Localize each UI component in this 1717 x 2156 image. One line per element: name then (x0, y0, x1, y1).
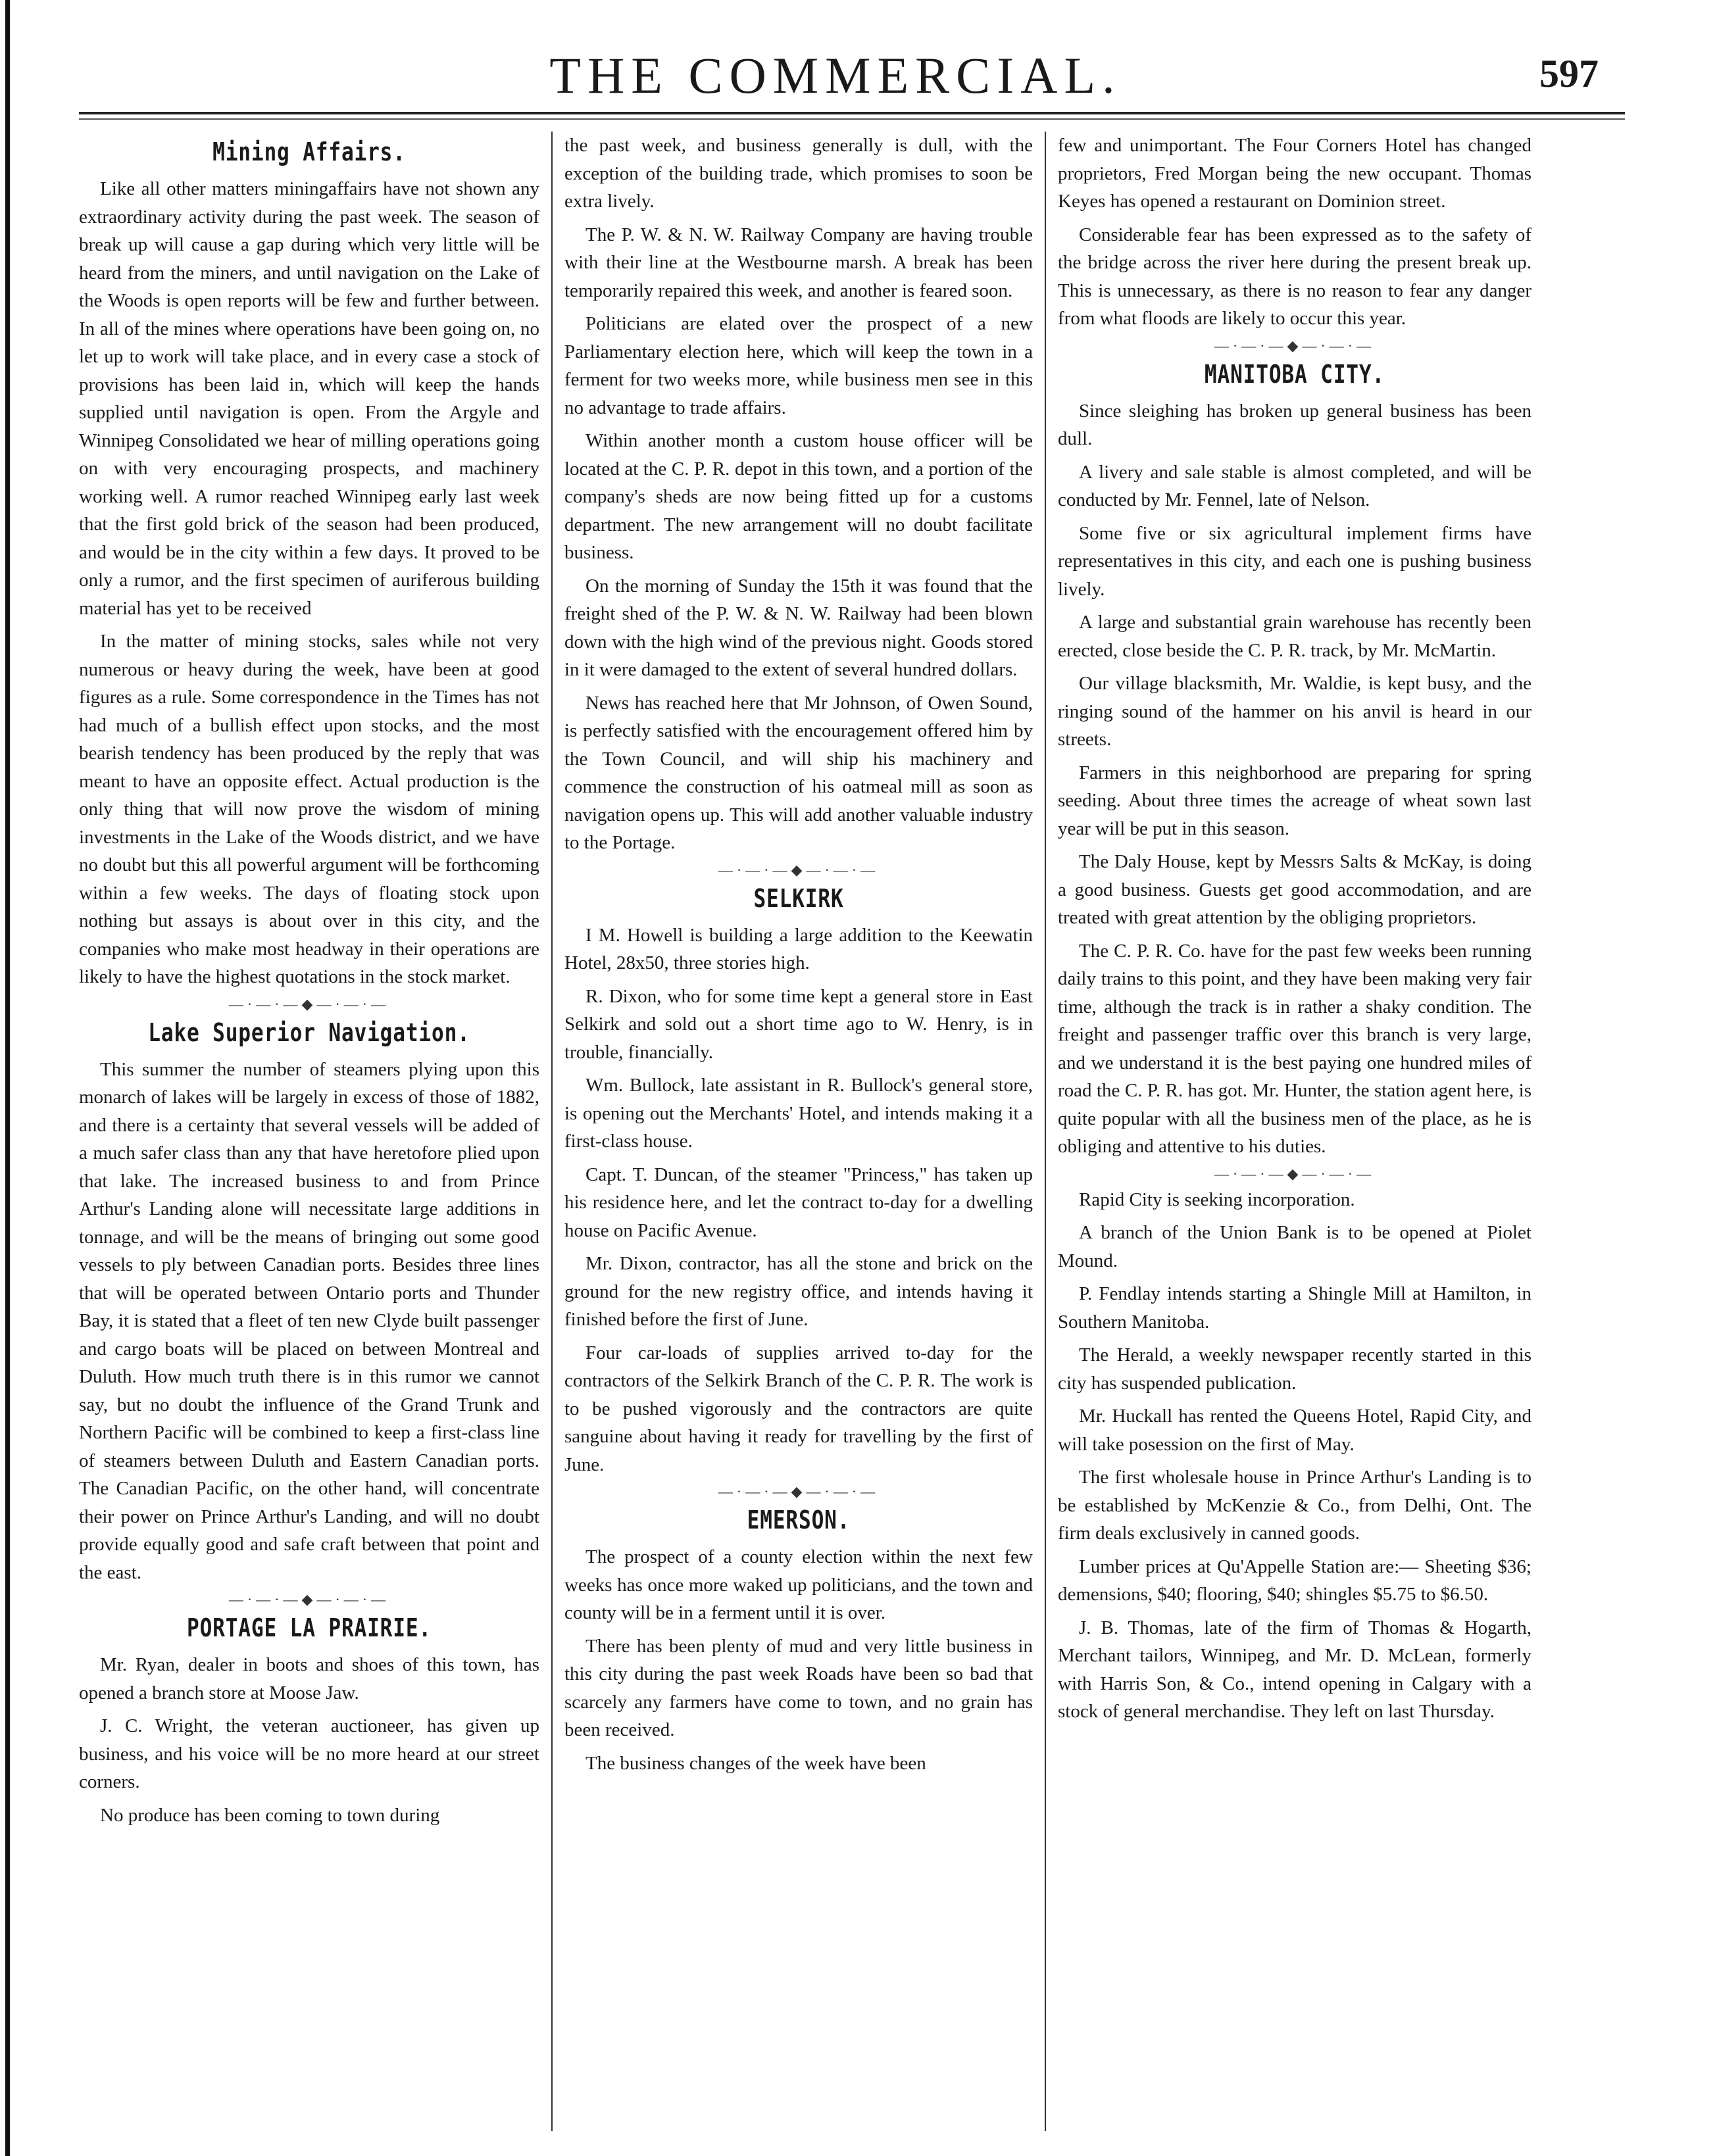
article-paragraph: Within another month a custom house officer will be located at the C. P. R. depot in this town, and a portion of the company's sheds are now being fitted up for a customs department. The new arrangement will no doubt facilitate business. (564, 430, 1033, 563)
section-heading-lake-superior: Lake Superior Navigation. (148, 1017, 470, 1047)
page-edge-bar (5, 0, 10, 2156)
article-paragraph: P. Fendlay intends starting a Shingle Mill at Hamilton, in Southern Manitoba. (1058, 1283, 1531, 1333)
article-paragraph: In the matter of mining stocks, sales while not very numerous or heavy during the week, have been at good figures as a rule. Some correspondence in the Times has not had much of a bullish effect upon stocks, and the most bearish tendency has been produced by the reply that was meant to have an opposite effect. Actual production is the only thing that will now prove the wisdom of mining investments in the Lake of the Woods district, and we have no doubt but this all powerful argument will be forthcoming within a few weeks. The days of floating stock upon nothing but assays is about over in this city, and the companies who make most headway in their operations are likely to have the highest quotations in the stock market. (79, 631, 539, 987)
article-paragraph: J. C. Wright, the veteran auctioneer, has given up business, and his voice will be no more heard at our street corners. (79, 1715, 539, 1792)
section-separator (564, 862, 1033, 878)
masthead (46, 46, 1625, 118)
section-separator (79, 1592, 539, 1607)
article-paragraph: There has been plenty of mud and very little business in this city during the past week Roads have been so bad that scarcely any farmers have come to town, and no grain has been received. (564, 1635, 1033, 1740)
article-paragraph: The C. P. R. Co. have for the past few weeks been running daily trains to this point, and they have been making very fair time, although the track is in rather a shaky condition. The freight and passenger traffic over this branch is very large, and we understand it is the best paying one hundred miles of road the C. P. R. has got. Mr. Hunter, the station agent here, is quite popular with all the business men of the place, as he is obliging and attentive to his duties. (1058, 940, 1531, 1157)
article-paragraph: Rapid City is seeking incorporation. (1079, 1188, 1355, 1210)
article-paragraph: The first wholesale house in Prince Arthur's Landing is to be established by McKenzie & Co., from Delhi, Ont. The firm deals exclusively in canned goods. (1058, 1467, 1531, 1544)
article-paragraph: The Herald, a weekly newspaper recently started in this city has suspended publication. (1058, 1344, 1531, 1394)
article-paragraph: Capt. T. Duncan, of the steamer "Princess," has taken up his residence here, and let the contract to-day for a dwelling house on Pacific Avenue. (564, 1164, 1033, 1241)
section-separator (564, 1484, 1033, 1500)
article-paragraph: Four car-loads of supplies arrived to-day for the contractors of the Selkirk Branch of the C. P. R. The work is to be pushed vigorously and the contractors are quite sanguine about having it ready for travelling by the first of June. (564, 1342, 1033, 1475)
article-paragraph: No produce has been coming to town during (100, 1804, 440, 1826)
article-paragraph: On the morning of Sunday the 15th it was found that the freight shed of the P. W. & N. W. Railway had been blown down with the high wind of the previous night. Goods stored in it were damaged to the extent of several hundred dollars. (564, 575, 1033, 680)
section-heading-selkirk: SELKIRK (753, 883, 844, 913)
header-rule-thin (79, 118, 1625, 120)
column-2 (564, 132, 1033, 2131)
column-1 (79, 132, 539, 2131)
article-paragraph: J. B. Thomas, late of the firm of Thomas & Hogarth, Merchant tailors, Winnipeg, and Mr. D. McLean, formerly with Harris Son, & Co., intend opening in Calgary with a stock of general merchandise. They left on last Thursday. (1058, 1617, 1531, 1722)
article-paragraph: This summer the number of steamers plying upon this monarch of lakes will be largely in excess of those of 1882, and there is a certainty that several vessels will be added of a much safer class than any that have heretofore plied upon that lake. The increased business to and from Prince Arthur's Landing alone will necessitate large additions in tonnage, and will be the means of bringing out some good vessels to ply between Canadian ports. Besides three lines that will be operated between Ontario ports and Thunder Bay, it is stated that a fleet of ten new Clyde built passenger and cargo boats will be placed on between Montreal and Duluth. How much truth there is in this rumor we cannot say, but no doubt the influence of the Grand Trunk and Northern Pacific will be combined to keep a first-class line of steamers between Duluth and Eastern Canadian ports. The Canadian Pacific, on the other hand, will concentrate their power on Prince Arthur's Landing, and will no doubt provide equally good and safe craft between that point and the east. (79, 1058, 539, 1583)
article-paragraph: Like all other matters miningaffairs have not shown any extraordinary activity during the past week. The season of break up will cause a gap during which very little will be heard from the miners, and until navigation on the Lake of the Woods is open reports will be few and further between. In all of the mines where operations have been going on, no let up to work will take place, and in every case a stock of provisions has been laid in, which will keep the hands supplied until navigation is open. From the Argyle and Winnipeg Consolidated we hear of milling operations going on with very encouraging prospects, and machinery working well. A rumor reached Winnipeg early last week that the first gold brick of the season had been produced, and would be in the city within a few days. It proved to be only a rumor, and the first specimen of auriferous building material has yet to be received (79, 178, 539, 619)
article-paragraph: A large and substantial grain warehouse has recently been erected, close beside the C. P. R. track, by Mr. McMartin. (1058, 612, 1531, 661)
section-heading-manitoba-city: MANITOBA CITY. (1204, 359, 1385, 389)
column-3 (1058, 132, 1531, 2131)
article-paragraph: A livery and sale stable is almost completed, and will be conducted by Mr. Fennel, late of Nelson. (1058, 461, 1531, 510)
article-paragraph: Since sleighing has broken up general business has been dull. (1058, 400, 1531, 449)
article-paragraph: Considerable fear has been expressed as to the safety of the bridge across the river here during the present break up. This is unnecessary, as there is no reason to fear any danger from what floods are likely to occur this year. (1058, 224, 1531, 329)
article-paragraph: the past week, and business generally is dull, with the exception of the building trade, which promises to soon be extra lively. (564, 135, 1033, 212)
page-number: 597 (1539, 52, 1599, 95)
article-paragraph: Mr. Dixon, contractor, has all the stone and brick on the ground for the new registry office, and intends having it finished before the first of June. (564, 1253, 1033, 1330)
article-paragraph: R. Dixon, who for some time kept a general store in East Selkirk and sold out a short time ago to W. Henry, is in trouble, financially. (564, 985, 1033, 1063)
section-separator (1058, 338, 1531, 354)
article-paragraph: Mr. Ryan, dealer in boots and shoes of this town, has opened a branch store at Moose Jaw. (79, 1654, 539, 1703)
article-paragraph: The prospect of a county election within the next few weeks has once more waked up politicians, and the town and county will be in a ferment until it is over. (564, 1546, 1033, 1623)
article-paragraph: Lumber prices at Qu'Appelle Station are:— Sheeting $36; demensions, $40; flooring, $40; shingles $5.75 to $6.50. (1058, 1556, 1531, 1605)
article-paragraph: The P. W. & N. W. Railway Company are having trouble with their line at the Westbourne marsh. A break has been temporarily repaired this week, and another is feared soon. (564, 224, 1033, 301)
section-heading-emerson: EMERSON. (747, 1506, 851, 1534)
article-paragraph: Our village blacksmith, Mr. Waldie, is kept busy, and the ringing sound of the hammer on his anvil is heard in our streets. (1058, 673, 1531, 750)
article-paragraph: few and unimportant. The Four Corners Hotel has changed proprietors, Fred Morgan being the new occupant. Thomas Keyes has opened a restaurant on Dominion street. (1058, 135, 1531, 212)
section-separator (1058, 1166, 1531, 1182)
section-heading-mining: Mining Affairs. (212, 137, 406, 166)
article-paragraph: Some five or six agricultural implement firms have representatives in this city, and each one is pushing business lively. (1058, 522, 1531, 600)
header-rule (79, 112, 1625, 114)
article-paragraph: I M. Howell is building a large addition to the Keewatin Hotel, 28x50, three stories high. (564, 924, 1033, 973)
article-paragraph: A branch of the Union Bank is to be opened at Piolet Mound. (1058, 1222, 1531, 1271)
article-paragraph: Farmers in this neighborhood are preparing for spring seeding. About three times the acreage of wheat sown last year will be put in this season. (1058, 762, 1531, 839)
section-heading-portage: PORTAGE LA PRAIRIE. (186, 1613, 432, 1642)
article-paragraph: Wm. Bullock, late assistant in R. Bullock's general store, is opening out the Merchants' Hotel, and intends making it a first-class house. (564, 1075, 1033, 1152)
column-divider (551, 132, 553, 2131)
article-paragraph: The business changes of the week have been (585, 1752, 926, 1774)
article-paragraph: Mr. Huckall has rented the Queens Hotel, Rapid City, and will take posession on the first of May. (1058, 1406, 1531, 1455)
article-paragraph: The Daly House, kept by Messrs Salts & McKay, is doing a good business. Guests get good accommodation, and are treated with great attention by the obliging proprietors. (1058, 851, 1531, 928)
column-divider (1045, 132, 1046, 2131)
article-paragraph: News has reached here that Mr Johnson, of Owen Sound, is perfectly satisfied with the encouragement offered him by the Town Council, and will ship his machinery and commence the construction of his oatmeal mill as soon as navigation opens up. This will add another valuable industry to the Portage. (564, 692, 1033, 853)
section-separator (79, 996, 539, 1012)
article-paragraph: Politicians are elated over the prospect of a new Parliamentary election here, which will keep the town in a ferment for two weeks more, while business men see in this no advantage to trade affairs. (564, 313, 1033, 418)
newspaper-title: THE COMMERCIAL. (549, 47, 1122, 104)
